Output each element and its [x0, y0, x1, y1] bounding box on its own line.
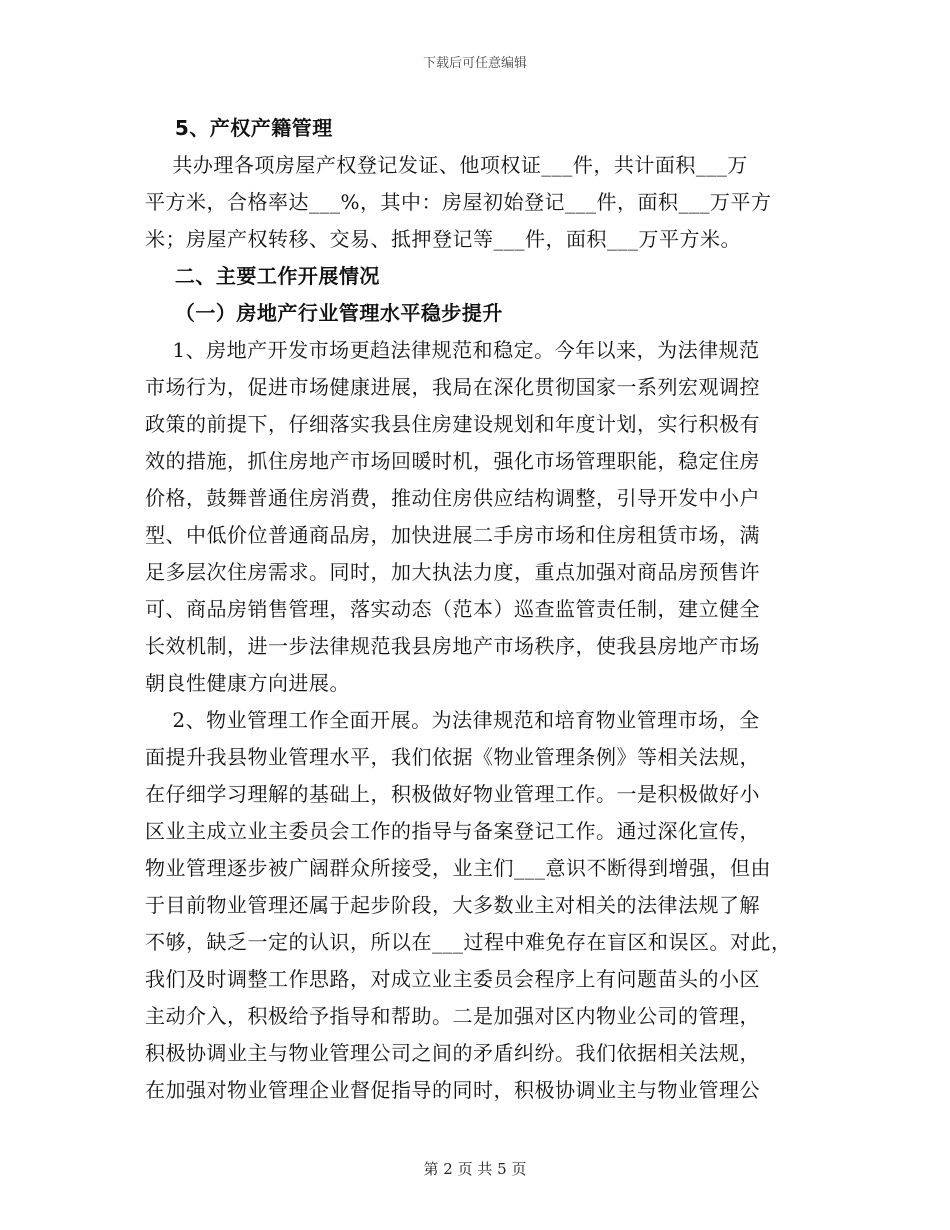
text-line: 市场行为，促进市场健康进展，我局在深化贯彻国家一系列宏观调控 — [145, 375, 760, 399]
text-line: 在仔细学习理解的基础上，积极做好物业管理工作。一是积极做好小 — [145, 782, 760, 806]
text-line: 可、商品房销售管理，落实动态（范本）巡查监管责任制，建立健全 — [145, 597, 760, 621]
text-line: 米；房屋产权转移、交易、抵押登记等___件，面积___万平方米。 — [145, 227, 741, 251]
text-line: 政策的前提下，仔细落实我县住房建设规划和年度计划，实行积极有 — [145, 412, 760, 436]
text-line: 主动介入，积极给予指导和帮助。二是加强对区内物业公司的管理， — [145, 1004, 760, 1028]
text-line: 面提升我县物业管理水平，我们依据《物业管理条例》等相关法规， — [145, 745, 760, 769]
document-body — [145, 110, 805, 1109]
text-line: 型、中低价位普通商品房，加快进展二手房市场和住房租赁市场，满 — [145, 523, 760, 547]
page-header-note: 下载后可任意编辑 — [422, 56, 527, 71]
section-heading: 二、主要工作开展情况 — [145, 264, 380, 288]
text-line: 长效机制，进一步法律规范我县房地产市场秩序，使我县房地产市场 — [145, 634, 760, 658]
text-line: 积极协调业主与物业管理公司之间的矛盾纠纷。我们依据相关法规， — [145, 1041, 760, 1065]
text-line: 我们及时调整工作思路，对成立业主委员会程序上有问题苗头的小区 — [145, 967, 760, 991]
text-line: 2、物业管理工作全面开展。为法律规范和培育物业管理市场，全 — [145, 708, 760, 732]
text-line: 朝良性健康方向进展。 — [145, 671, 350, 695]
page-number-footer: 第 2 页 共 5 页 — [423, 1160, 527, 1178]
text-line: 区业主成立业主委员会工作的指导与备案登记工作。通过深化宣传， — [145, 819, 760, 843]
text-line: 物业管理逐步被广阔群众所接受，业主们___意识不断得到增强，但由 — [145, 856, 771, 880]
section-heading: 5、产权产籍管理 — [145, 116, 333, 140]
text-line: 于目前物业管理还属于起步阶段，大多数业主对相关的法律法规了解 — [145, 893, 760, 917]
text-line: 1、房地产开发市场更趋法律规范和稳定。今年以来，为法律规范 — [145, 338, 760, 362]
subsection-heading: （一）房地产行业管理水平稳步提升 — [145, 301, 503, 325]
text-line: 在加强对物业管理企业督促指导的同时，积极协调业主与物业管理公 — [145, 1078, 760, 1102]
text-line: 价格，鼓舞普通住房消费，推动住房供应结构调整，引导开发中小户 — [145, 486, 760, 510]
text-line: 效的措施，抓住房地产市场回暖时机，强化市场管理职能，稳定住房 — [145, 449, 760, 473]
text-line: 平方米，合格率达___%，其中：房屋初始登记___件，面积___万平方 — [145, 190, 772, 214]
text-line: 共办理各项房屋产权登记发证、他项权证___件，共计面积___万 — [145, 153, 748, 177]
text-line: 不够，缺乏一定的认识，所以在___过程中难免存在盲区和误区。对此， — [145, 930, 792, 954]
text-line: 足多层次住房需求。同时，加大执法力度，重点加强对商品房预售许 — [145, 560, 760, 584]
